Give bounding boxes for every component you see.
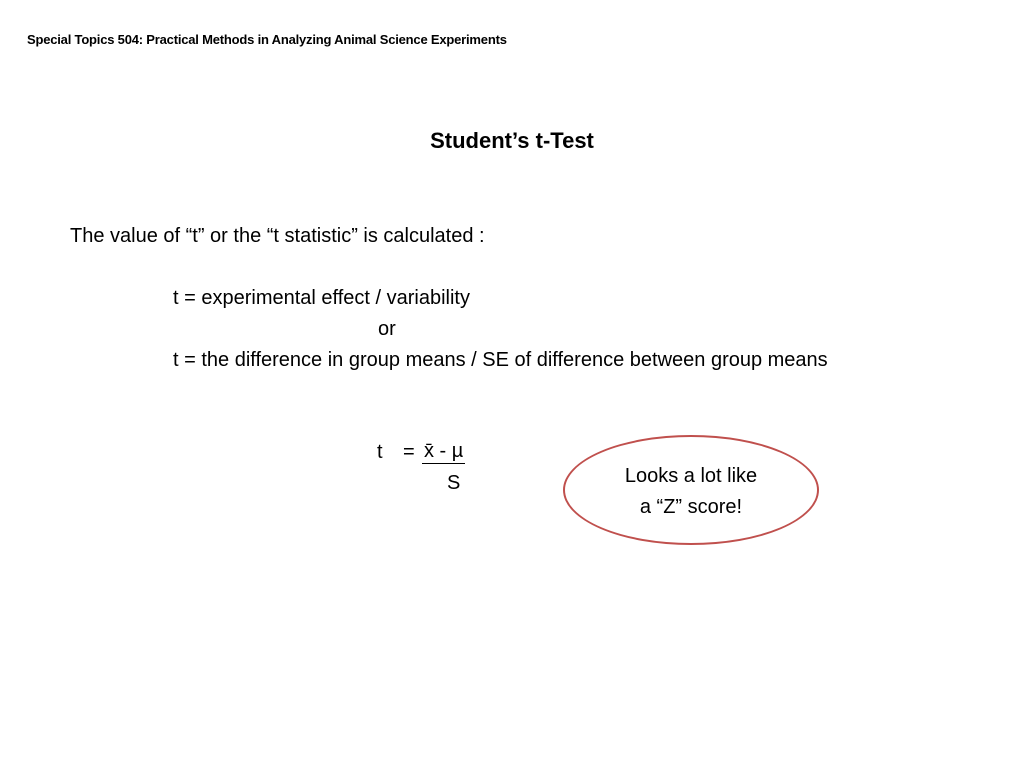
callout-text-line-2: a “Z” score! xyxy=(639,496,743,518)
or-separator: or xyxy=(378,318,396,340)
equation-lhs: t xyxy=(377,441,383,463)
course-header: Special Topics 504: Practical Methods in Analyzing Animal Science Experiments xyxy=(27,32,507,47)
intro-text: The value of “t” or the “t statistic” is calculated : xyxy=(70,225,485,247)
formula-group-means: t = the difference in group means / SE of difference between group means xyxy=(173,349,828,371)
equation-denominator: S xyxy=(447,472,461,494)
equation-equals: = xyxy=(403,441,415,463)
formula-experimental-effect: t = experimental effect / variability xyxy=(173,287,470,309)
callout-ellipse xyxy=(563,435,819,545)
callout-text-line-1: Looks a lot like xyxy=(624,465,758,487)
equation-numerator: x̄ - µ xyxy=(424,440,464,462)
slide-title: Student’s t-Test xyxy=(430,128,594,153)
